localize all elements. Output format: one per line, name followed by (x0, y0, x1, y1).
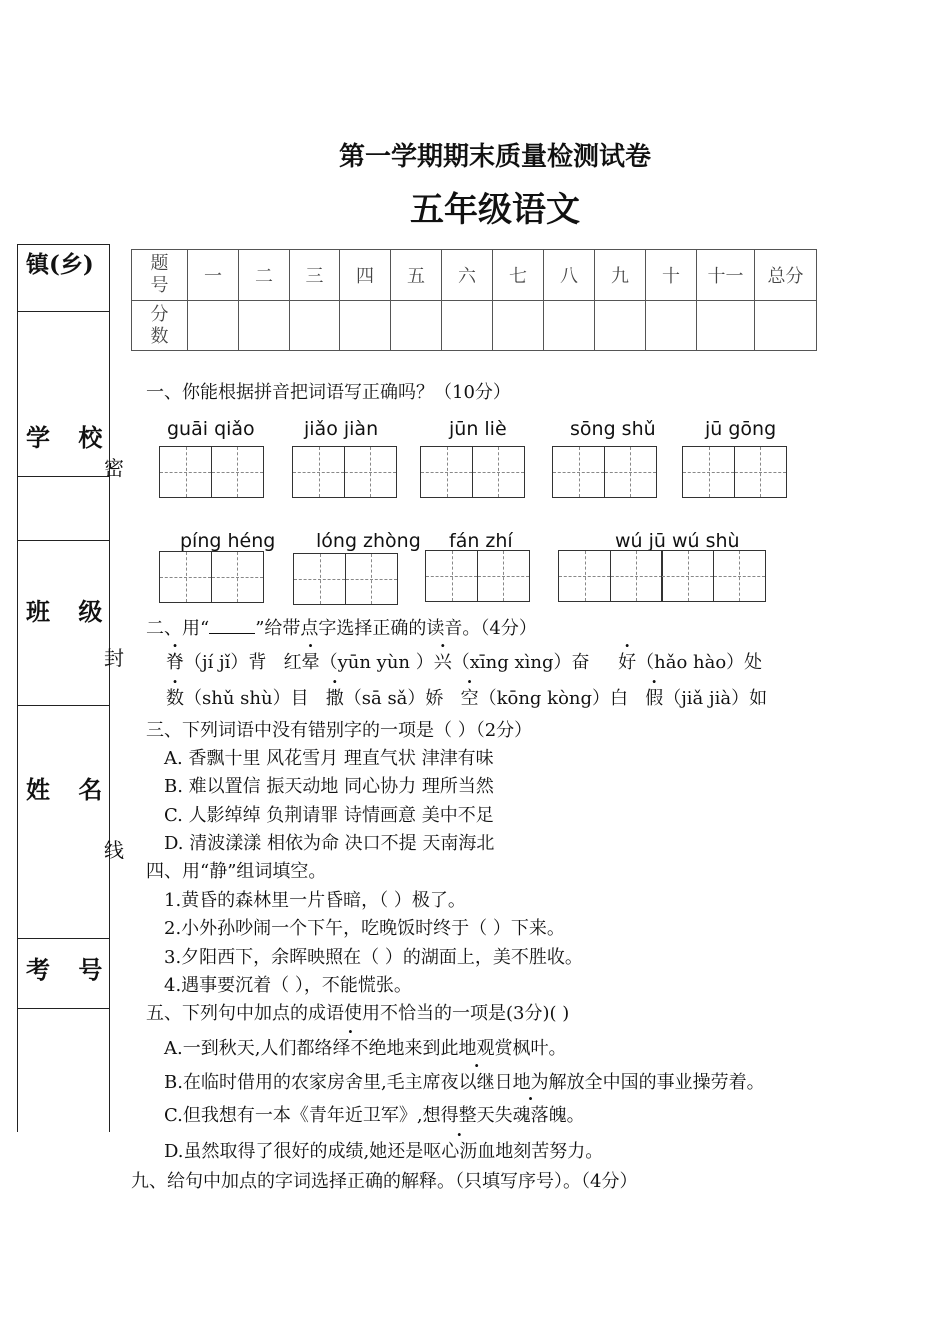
exam-subtitle: 五年级语文 (410, 190, 580, 230)
table-header-cell: 二 (239, 250, 290, 301)
score-cell[interactable] (290, 301, 340, 351)
writing-box-group[interactable] (292, 446, 395, 498)
option-d[interactable]: D. 清波漾漾 相依为命 决口不提 天南海北 (164, 833, 495, 854)
score-cell[interactable] (755, 301, 817, 351)
seal-char-mi: 密 (104, 456, 124, 480)
seal-char-feng: 封 (104, 646, 124, 670)
question-1-title: 一、你能根据拼音把词语写正确吗？（10分） (146, 382, 511, 403)
option-b[interactable]: B. 难以置信 振天动地 同心协力 理所当然 (164, 776, 494, 797)
table-header-cell: 八 (544, 250, 595, 301)
name-label: 姓 名 (26, 775, 113, 804)
dotted-idiom: 络绎不绝 (314, 1038, 387, 1059)
score-cell[interactable] (646, 301, 697, 351)
divider (17, 311, 109, 312)
table-header-cell: 总分 (755, 250, 817, 301)
pinyin-9: wú jū wú shù (615, 530, 740, 552)
pinyin-6: píng héng (180, 530, 276, 552)
question-9-title: 九、给句中加点的字词选择正确的解释。（只填写序号）。（4分） (131, 1171, 638, 1192)
table-header-cell: 一 (188, 250, 239, 301)
writing-box-group[interactable] (293, 553, 396, 605)
score-cell[interactable] (544, 301, 595, 351)
score-cell[interactable] (697, 301, 755, 351)
dotted-idiom: 失魂落魄 (494, 1105, 567, 1126)
table-header-cell: 五 (391, 250, 442, 301)
option-a[interactable]: A.一到秋天,人们都络绎不绝地来到此地观赏枫叶。 (164, 1038, 567, 1059)
pinyin-1: guāi qiǎo (167, 418, 255, 440)
divider (17, 476, 109, 477)
dotted-idiom: 呕心沥血 (423, 1141, 496, 1162)
pinyin-3: jūn liè (449, 418, 507, 440)
fill-item-3: 3.夕阳西下，余晖映照在（ ）的湖面上，美不胜收。 (164, 947, 583, 968)
score-cell[interactable] (391, 301, 442, 351)
option-a[interactable]: A. 香飘十里 风花雪月 理直气状 津津有味 (164, 748, 494, 769)
writing-box-group[interactable] (552, 446, 655, 498)
writing-box-group[interactable] (558, 550, 764, 602)
writing-box-group[interactable] (425, 550, 528, 602)
table-header-cell: 三 (290, 250, 340, 301)
score-cell[interactable] (188, 301, 239, 351)
score-cell[interactable] (442, 301, 493, 351)
table-header-cell: 十 (646, 250, 697, 301)
option-d[interactable]: D.虽然取得了很好的成绩,她还是呕心沥血地刻苦努力。 (164, 1141, 604, 1162)
question-4-title: 四、用“静”组词填空。 (146, 861, 327, 882)
question-3-title: 三、下列词语中没有错别字的一项是（ ）（2分） (146, 720, 533, 741)
score-table (131, 249, 817, 351)
fill-item-1: 1.黄昏的森林里一片昏暗，（ ）极了。 (164, 890, 466, 911)
exam-title: 第一学期期末质量检测试卷 (338, 142, 651, 172)
table-header-cell: 七 (493, 250, 544, 301)
pinyin-4: sōng shǔ (570, 418, 656, 440)
table-header-cell: 十一 (697, 250, 755, 301)
divider (17, 540, 109, 541)
fill-item-2: 2.小外孙吵闹一个下午，吃晚饭时终于（ ）下来。 (164, 918, 565, 939)
pinyin-7: lóng zhòng (316, 530, 421, 552)
table-header-cell: 题 号 (132, 250, 188, 301)
underline-blank (209, 619, 255, 634)
option-b[interactable]: B.在临时借用的农家房舍里,毛主席夜以继日地为解放全中国的事业操劳着。 (164, 1072, 765, 1093)
table-row (132, 250, 817, 301)
option-c[interactable]: C. 人影绰绰 负荆请罪 诗情画意 美中不足 (164, 805, 494, 826)
pinyin-8: fán zhí (449, 530, 513, 552)
table-header-cell: 分 数 (132, 301, 188, 351)
writing-box-group[interactable] (159, 446, 262, 498)
score-cell[interactable] (239, 301, 290, 351)
exam-number-label: 考 号 (26, 955, 113, 984)
option-c[interactable]: C.但我想有一本《青年近卫军》,想得整天失魂落魄。 (164, 1105, 585, 1126)
dotted-idiom: 夜以继日 (440, 1072, 513, 1093)
question-2-line-2: 数（shǔ shù）目 撒（sā sǎ）娇 空（kōng kòng）白 假（jiǎ jià）如 (166, 688, 768, 709)
writing-box-group[interactable] (159, 551, 262, 603)
score-cell[interactable] (340, 301, 391, 351)
table-header-cell: 九 (595, 250, 646, 301)
question-5-title: 五、下列句中加点的成语使用不恰当的一项是(3分)( ) (146, 1003, 570, 1024)
score-cell[interactable] (595, 301, 646, 351)
class-label: 班 级 (26, 597, 113, 626)
divider (17, 705, 109, 706)
table-header-cell: 六 (442, 250, 493, 301)
pinyin-2: jiǎo jiàn (304, 418, 379, 440)
pinyin-5: jū gōng (705, 418, 777, 440)
question-2-title: 二、用“ ”给带点字选择正确的读音。（4分） (146, 618, 537, 639)
question-2-line-1: 脊（jí jǐ）背 红晕（yūn yùn ）兴（xīng xìng）奋 好（hǎo hào）处 (166, 652, 763, 673)
school-label: 学 校 (26, 423, 113, 452)
table-row (132, 301, 817, 351)
seal-char-xian: 线 (104, 838, 124, 862)
writing-box-group[interactable] (682, 446, 785, 498)
divider (17, 1008, 109, 1009)
township-label: 镇(乡) (26, 251, 94, 278)
table-header-cell: 四 (340, 250, 391, 301)
writing-box-group[interactable] (420, 446, 523, 498)
fill-item-4: 4.遇事要沉着（ ），不能慌张。 (164, 975, 412, 996)
divider (17, 938, 109, 939)
score-cell[interactable] (493, 301, 544, 351)
student-info-column (17, 244, 113, 1132)
divider (17, 244, 109, 245)
